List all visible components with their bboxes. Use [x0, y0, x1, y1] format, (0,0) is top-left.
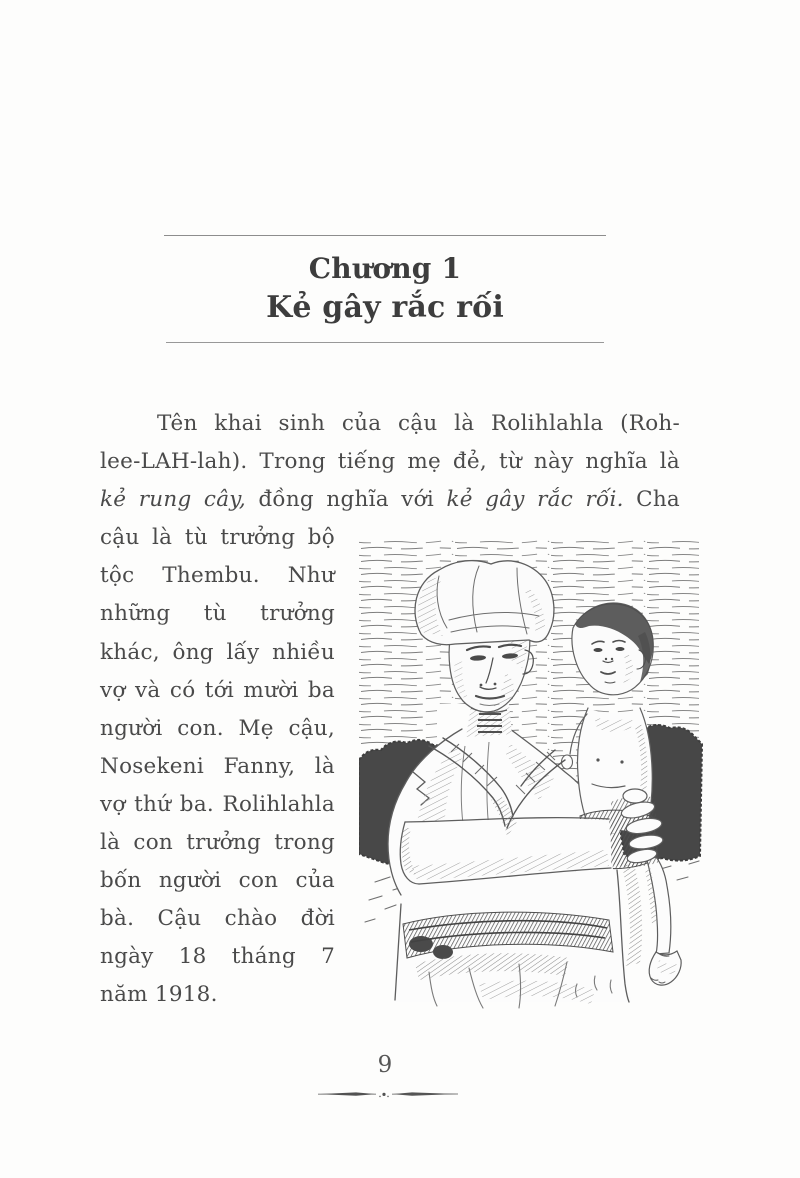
italic-phrase: kẻ gây rắc rối. — [446, 487, 624, 513]
text-line — [100, 481, 680, 519]
text-line: Nosekeni Fanny, là — [100, 753, 335, 779]
text-line: tộc Thembu. Như — [100, 563, 335, 589]
text-segment: Cha — [623, 487, 680, 513]
divider-ornament-icon — [318, 1089, 458, 1101]
text-line: lee-LAH-lah). Trong tiếng mẹ đẻ, từ này nghĩa là — [100, 449, 680, 475]
text-line: những tù trưởng — [100, 601, 335, 627]
text-line: ngày 18 tháng 7 — [100, 944, 335, 970]
heading-top-rule — [164, 235, 606, 236]
chapter-title: Kẻ gây rắc rối — [266, 290, 504, 325]
text-line: khác, ông lấy nhiều — [100, 639, 335, 665]
text-line: Tên khai sinh của cậu là Rolihlahla (Roh- — [157, 411, 680, 436]
text-line: cậu là tù trưởng bộ — [100, 525, 335, 551]
chapter-number: Chương 1 — [308, 252, 462, 285]
text-segment: đồng nghĩa với — [245, 487, 447, 513]
text-line: bốn người con của — [100, 868, 335, 894]
text-line: bà. Cậu chào đời — [100, 906, 335, 932]
text-line: vợ và có tới mười ba — [100, 677, 335, 703]
text-line: người con. Mẹ cậu, — [100, 715, 335, 741]
page-number: 9 — [377, 1052, 393, 1078]
heading-bottom-rule — [166, 342, 604, 343]
mother-and-baby-illustration — [359, 532, 706, 1010]
text-line: năm 1918. — [100, 982, 218, 1008]
text-line: vợ thứ ba. Rolihlahla — [100, 791, 335, 817]
text-line: là con trưởng trong — [100, 830, 335, 856]
italic-phrase: kẻ rung cây, — [100, 487, 246, 513]
